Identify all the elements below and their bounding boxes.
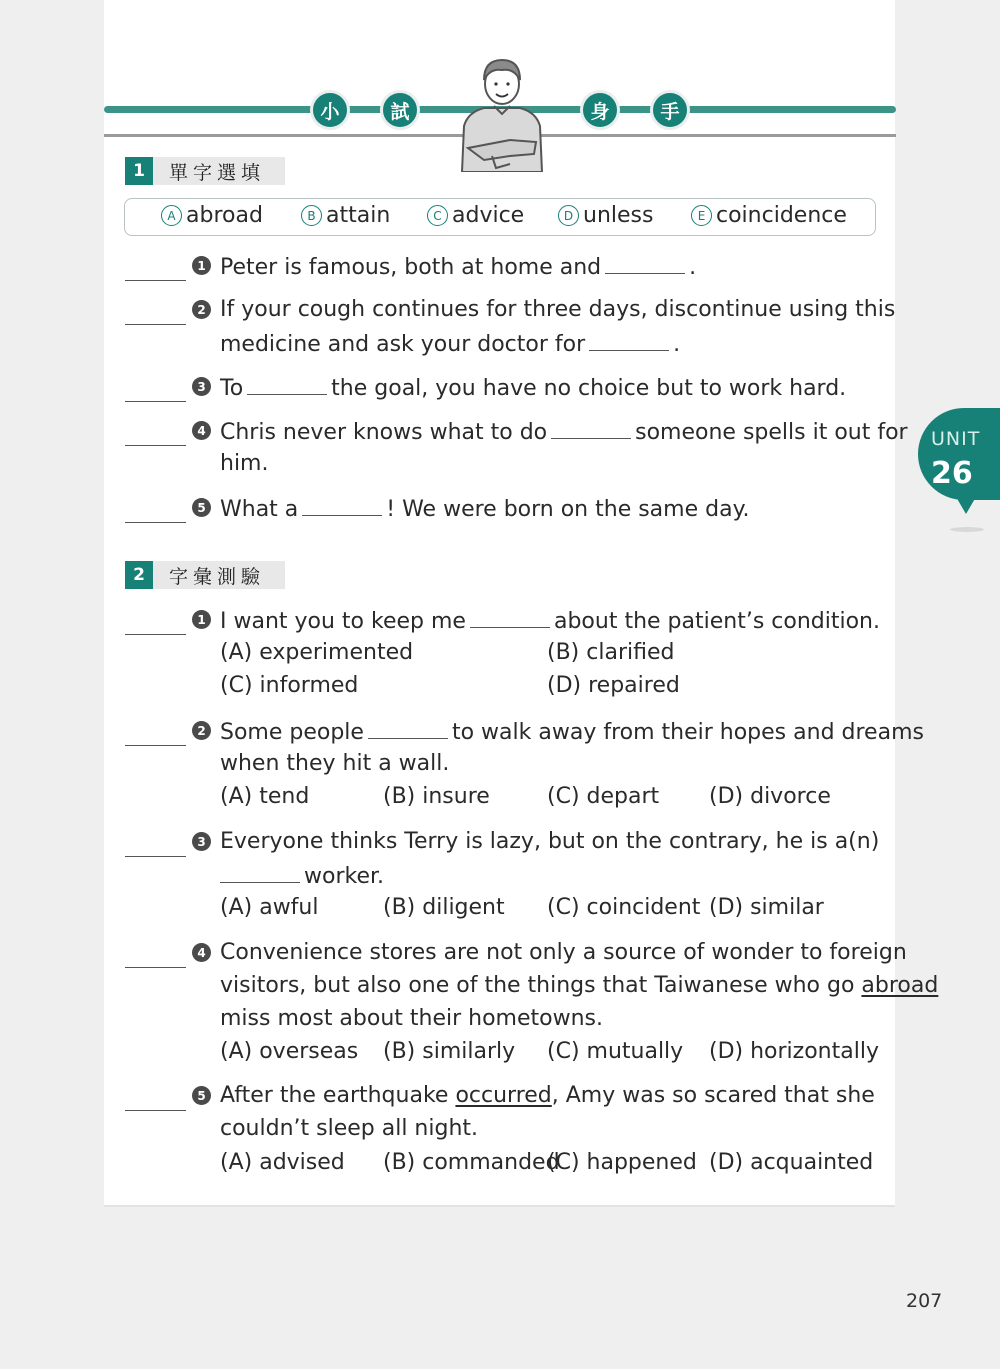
option-c[interactable]: (C) mutually bbox=[547, 1039, 684, 1064]
section-number: 2 bbox=[125, 561, 153, 589]
underlined-word: occurred bbox=[455, 1083, 552, 1108]
question-number: 2 bbox=[192, 721, 211, 740]
option-word: abroad bbox=[186, 203, 263, 228]
fill-blank[interactable] bbox=[220, 862, 300, 883]
answer-blank[interactable] bbox=[125, 1109, 186, 1111]
option-b[interactable]: (B) insure bbox=[383, 784, 490, 809]
fill-blank[interactable] bbox=[368, 718, 448, 739]
question-text: I want you to keep me about the patient’s condition. bbox=[220, 609, 880, 634]
question-text: If your cough continues for three days, discontinue using this bbox=[220, 297, 896, 322]
section2-header bbox=[125, 561, 285, 589]
question-text: Everyone thinks Terry is lazy, but on the contrary, he is a(n) bbox=[220, 829, 880, 854]
answer-blank[interactable] bbox=[125, 521, 186, 523]
answer-blank[interactable] bbox=[125, 279, 186, 281]
option-b[interactable]: (B) commanded bbox=[383, 1150, 560, 1175]
option-a[interactable]: (A) awful bbox=[220, 895, 319, 920]
question-number: 4 bbox=[192, 943, 211, 962]
question-text: when they hit a wall. bbox=[220, 751, 450, 776]
question-number: 3 bbox=[192, 832, 211, 851]
title-char: 身 bbox=[580, 90, 620, 130]
word-bank-item bbox=[161, 203, 263, 228]
option-c[interactable]: (C) informed bbox=[220, 673, 359, 698]
question-text: After the earthquake occurred, Amy was so scared that she bbox=[220, 1083, 875, 1108]
option-c[interactable]: (C) happened bbox=[547, 1150, 697, 1175]
pointing-man-illustration bbox=[454, 56, 550, 172]
answer-blank[interactable] bbox=[125, 966, 186, 968]
section-number: 1 bbox=[125, 157, 153, 185]
page-number: 207 bbox=[906, 1290, 943, 1312]
option-letter: B bbox=[301, 205, 322, 226]
question-number: 3 bbox=[192, 377, 211, 396]
option-b[interactable]: (B) clarified bbox=[547, 640, 675, 665]
question-text: What a ! We were born on the same day. bbox=[220, 497, 750, 522]
question-text: Some people to walk away from their hopes and dreams bbox=[220, 720, 924, 745]
option-word: coincidence bbox=[716, 203, 847, 228]
question-number: 2 bbox=[192, 300, 211, 319]
fill-blank[interactable] bbox=[589, 330, 669, 351]
fill-blank[interactable] bbox=[551, 418, 631, 439]
option-letter: D bbox=[558, 205, 579, 226]
fill-blank[interactable] bbox=[470, 607, 550, 628]
option-c[interactable]: (C) depart bbox=[547, 784, 660, 809]
question-number: 4 bbox=[192, 421, 211, 440]
question-text: him. bbox=[220, 451, 269, 476]
option-d[interactable]: (D) horizontally bbox=[709, 1039, 879, 1064]
word-bank-item bbox=[427, 203, 524, 228]
fill-blank[interactable] bbox=[247, 374, 327, 395]
option-letter: A bbox=[161, 205, 182, 226]
word-bank-item bbox=[301, 203, 390, 228]
word-bank bbox=[124, 198, 876, 236]
option-a[interactable]: (A) advised bbox=[220, 1150, 345, 1175]
option-word: unless bbox=[583, 203, 654, 228]
question-text: To the goal, you have no choice but to work hard. bbox=[220, 376, 847, 401]
unit-tab-shadow bbox=[950, 527, 984, 532]
answer-blank[interactable] bbox=[125, 633, 186, 635]
answer-blank[interactable] bbox=[125, 444, 186, 446]
fill-blank[interactable] bbox=[302, 495, 382, 516]
question-text: worker. bbox=[216, 862, 384, 890]
option-b[interactable]: (B) similarly bbox=[383, 1039, 516, 1064]
answer-blank[interactable] bbox=[125, 744, 186, 746]
section1-header bbox=[125, 157, 285, 185]
question-text: visitors, but also one of the things that Taiwanese who go abroad bbox=[220, 973, 939, 998]
question-number: 5 bbox=[192, 498, 211, 517]
answer-blank[interactable] bbox=[125, 400, 186, 402]
option-b[interactable]: (B) diligent bbox=[383, 895, 505, 920]
title-char: 手 bbox=[650, 90, 690, 130]
unit-label: UNIT bbox=[931, 428, 981, 450]
option-d[interactable]: (D) divorce bbox=[709, 784, 831, 809]
question-number: 1 bbox=[192, 256, 211, 275]
unit-tab-pointer bbox=[952, 490, 980, 514]
question-text: Convenience stores are not only a source of wonder to foreign bbox=[220, 940, 907, 965]
question-text: medicine and ask your doctor for . bbox=[220, 332, 681, 357]
answer-blank[interactable] bbox=[125, 855, 186, 857]
section-title: 單字選填 bbox=[169, 161, 266, 184]
unit-number: 26 bbox=[931, 456, 973, 491]
option-d[interactable]: (D) similar bbox=[709, 895, 824, 920]
option-a[interactable]: (A) experimented bbox=[220, 640, 414, 665]
question-text: couldn’t sleep all night. bbox=[220, 1116, 479, 1141]
option-letter: E bbox=[691, 205, 712, 226]
option-d[interactable]: (D) acquainted bbox=[709, 1150, 874, 1175]
section-title: 字彙測驗 bbox=[169, 565, 266, 588]
option-a[interactable]: (A) overseas bbox=[220, 1039, 359, 1064]
underlined-word: abroad bbox=[861, 973, 939, 998]
question-number: 5 bbox=[192, 1086, 211, 1105]
word-bank-item bbox=[691, 203, 847, 228]
option-letter: C bbox=[427, 205, 448, 226]
question-text: Chris never knows what to do someone spells it out for bbox=[220, 420, 908, 445]
question-text: Peter is famous, both at home and . bbox=[220, 255, 697, 280]
option-a[interactable]: (A) tend bbox=[220, 784, 310, 809]
option-word: advice bbox=[452, 203, 525, 228]
title-char: 試 bbox=[380, 90, 420, 130]
fill-blank[interactable] bbox=[605, 253, 685, 274]
answer-blank[interactable] bbox=[125, 323, 186, 325]
option-d[interactable]: (D) repaired bbox=[547, 673, 680, 698]
question-number: 1 bbox=[192, 610, 211, 629]
question-text: miss most about their hometowns. bbox=[220, 1006, 604, 1031]
option-c[interactable]: (C) coincident bbox=[547, 895, 701, 920]
word-bank-item bbox=[558, 203, 653, 228]
option-word: attain bbox=[326, 203, 391, 228]
title-char: 小 bbox=[310, 90, 350, 130]
